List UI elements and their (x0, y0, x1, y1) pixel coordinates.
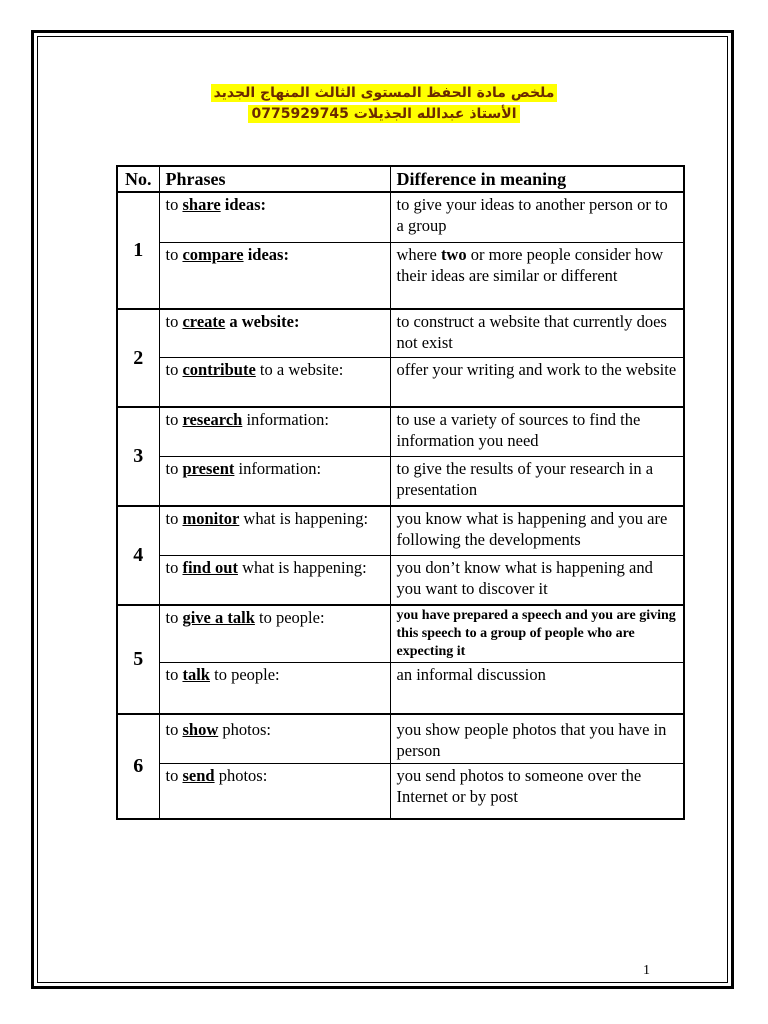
table-row (117, 407, 684, 456)
phrase-suffix: information: (234, 458, 322, 478)
phrase-suffix: to people: (209, 664, 280, 684)
phrase-keyword: share (182, 195, 221, 214)
header-title: ملخص مادة الحفظ المستوى الثالث المنهاج الجديد (211, 84, 558, 102)
meaning-cell: to give your ideas to another person or to a group (390, 192, 684, 242)
group-number: 5 (117, 605, 159, 714)
meaning-cell: you don’t know what is happening and you want to discover it (390, 555, 684, 605)
document-header (0, 84, 768, 126)
phrase-prefix: to (165, 509, 183, 528)
meaning-cell: to give the results of your research in a presentation (390, 456, 684, 506)
phrase-suffix: what is happening: (237, 557, 367, 577)
phrase-suffix: to people: (254, 608, 325, 627)
phrase-suffix: photos: (218, 720, 271, 739)
column-header-meaning: Difference in meaning (390, 166, 684, 192)
phrase-cell (159, 357, 390, 407)
group-number: 2 (117, 309, 159, 407)
meaning-cell: you send photos to someone over the Internet or by post (390, 763, 684, 819)
group-number: 1 (117, 192, 159, 309)
phrase-cell (159, 309, 390, 357)
meaning-cell: to use a variety of sources to find the information you need (390, 407, 684, 456)
column-header-no: No. (117, 166, 159, 192)
phrase-keyword: create (182, 312, 226, 331)
phrase-cell (159, 242, 390, 309)
group-number: 6 (117, 714, 159, 819)
phrase-suffix: what is happening: (239, 509, 369, 528)
phrase-keyword: research (182, 410, 243, 429)
table-row (117, 309, 684, 357)
meaning-suffix: or more people consider how their ideas are similar or different (396, 244, 664, 285)
phrase-prefix: to (165, 720, 183, 739)
meaning-cell: you show people photos that you have in person (390, 714, 684, 763)
group-number: 4 (117, 506, 159, 605)
table-row (117, 555, 684, 605)
phrase-prefix: to (165, 458, 183, 478)
phrase-prefix: to (165, 664, 183, 684)
phrase-prefix: to (165, 557, 183, 577)
phrase-keyword: show (182, 720, 219, 739)
phrase-prefix: to (165, 359, 183, 379)
phrase-prefix: to (165, 244, 183, 264)
table-row (117, 506, 684, 555)
group-number: 3 (117, 407, 159, 506)
meaning-cell: you have prepared a speech and you are giving this speech to a group of people who are expecting it (390, 605, 684, 662)
phrase-prefix: to (165, 195, 183, 214)
table-row (117, 456, 684, 506)
phrase-cell (159, 555, 390, 605)
phrase-keyword: give a talk (182, 608, 255, 627)
meaning-emphasis: two (440, 244, 467, 264)
column-header-phrases: Phrases (159, 166, 390, 192)
phrase-suffix: ideas: (220, 195, 267, 214)
phrase-suffix: to a website: (255, 359, 344, 379)
phrase-prefix: to (165, 608, 183, 627)
phrase-cell (159, 763, 390, 819)
phrase-cell (159, 662, 390, 714)
phrase-cell (159, 192, 390, 242)
table-row (117, 662, 684, 714)
phrase-suffix: ideas: (243, 244, 289, 264)
phrase-suffix: information: (242, 410, 329, 429)
phrase-cell (159, 407, 390, 456)
meaning-cell: offer your writing and work to the website (390, 357, 684, 407)
table-header-row (117, 166, 684, 192)
phrase-keyword: send (182, 765, 215, 785)
phrase-keyword: compare (182, 244, 244, 264)
phrase-prefix: to (165, 410, 183, 429)
phrase-keyword: find out (182, 557, 238, 577)
phrase-cell (159, 714, 390, 763)
table-row (117, 242, 684, 309)
page-number: 1 (643, 963, 650, 978)
table-row (117, 763, 684, 819)
meaning-cell: you know what is happening and you are following the developments (390, 506, 684, 555)
phrase-suffix: a website: (225, 312, 300, 331)
header-author: الأستاذ عبدالله الجذيلات 0775929745 (248, 105, 519, 123)
phrase-suffix: photos: (214, 765, 268, 785)
phrases-table (116, 165, 685, 820)
table-row (117, 605, 684, 662)
table-row (117, 357, 684, 407)
table-row (117, 714, 684, 763)
phrase-cell (159, 605, 390, 662)
phrase-keyword: monitor (182, 509, 240, 528)
phrase-keyword: present (182, 458, 235, 478)
phrase-cell (159, 506, 390, 555)
meaning-cell: an informal discussion (390, 662, 684, 714)
phrase-prefix: to (165, 765, 183, 785)
phrase-prefix: to (165, 312, 183, 331)
meaning-cell: to construct a website that currently does not exist (390, 309, 684, 357)
table-row (117, 192, 684, 242)
meaning-prefix: where (396, 244, 441, 264)
phrase-keyword: contribute (182, 359, 256, 379)
phrase-keyword: talk (182, 664, 210, 684)
phrase-cell (159, 456, 390, 506)
meaning-cell (390, 242, 684, 309)
